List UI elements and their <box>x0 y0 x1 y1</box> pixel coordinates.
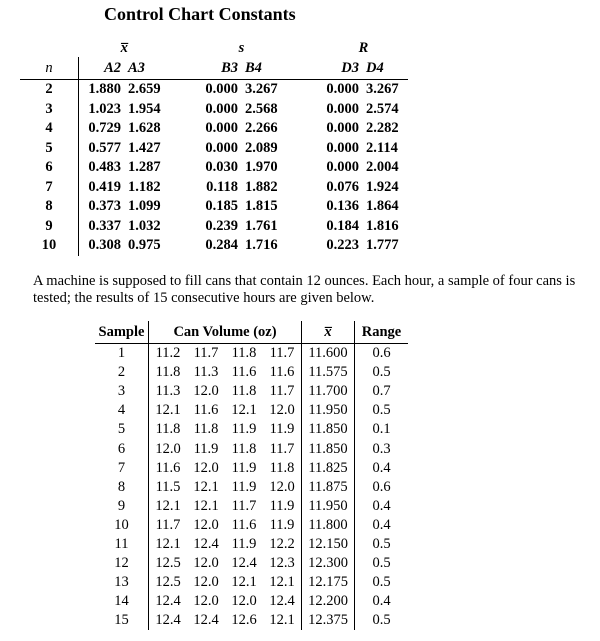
constants-row <box>20 119 408 139</box>
cell-sample: 14 <box>95 592 149 611</box>
cell-b4: 1.761 <box>245 217 278 234</box>
cell-xbar: 12.175 <box>302 573 355 592</box>
cell-b4: 1.970 <box>245 159 278 176</box>
cell-n: 3 <box>20 100 79 120</box>
cell-range: 0.3 <box>372 440 391 457</box>
cell-volume-4: 11.7 <box>263 344 302 364</box>
cell-a3: 1.427 <box>128 139 161 156</box>
cell-d4: 1.864 <box>366 198 399 215</box>
cell-d4: 3.267 <box>366 81 399 98</box>
sample-row <box>95 459 408 478</box>
cell-n: 5 <box>20 139 79 159</box>
cell-volume-4: 11.9 <box>263 516 302 535</box>
cell-volume-2: 11.8 <box>193 421 219 438</box>
cell-volume-1: 11.3 <box>155 383 181 400</box>
cell-range: 0.5 <box>372 612 391 629</box>
constants-row <box>20 197 408 217</box>
cell-volume-3: 11.6 <box>231 364 257 381</box>
cell-b4: 2.266 <box>245 120 278 137</box>
cell-b3: 0.000 <box>205 120 238 137</box>
cell-sample: 3 <box>95 382 149 401</box>
sample-row <box>95 401 408 420</box>
cell-volume-3: 12.1 <box>231 402 257 419</box>
cell-volume-2: 12.0 <box>193 574 219 591</box>
cell-n: 6 <box>20 158 79 178</box>
cell-xbar: 11.575 <box>302 363 355 382</box>
cell-a2: 0.419 <box>88 178 121 195</box>
cell-xbar: 12.375 <box>302 611 355 630</box>
cell-sample: 7 <box>95 459 149 478</box>
cell-sample: 11 <box>95 535 149 554</box>
cell-volume-4: 12.4 <box>263 592 302 611</box>
cell-d3: 0.000 <box>326 159 359 176</box>
cell-range: 0.6 <box>372 345 391 362</box>
header-range: Range <box>355 321 409 344</box>
cell-a2: 0.577 <box>88 139 121 156</box>
cell-range: 0.5 <box>372 364 391 381</box>
cell-a2: 0.729 <box>88 120 121 137</box>
cell-volume-1: 12.0 <box>155 440 181 457</box>
cell-volume-1: 12.4 <box>155 593 181 610</box>
cell-volume-3: 12.1 <box>231 574 257 591</box>
cell-volume-3: 11.9 <box>231 535 257 552</box>
cell-range: 0.1 <box>372 421 391 438</box>
header-xbar: x̅ <box>302 321 355 344</box>
sample-row <box>95 573 408 592</box>
sample-data-table <box>95 321 408 630</box>
cell-xbar: 11.850 <box>302 420 355 439</box>
cell-xbar: 11.850 <box>302 439 355 458</box>
cell-volume-3: 11.8 <box>231 345 257 362</box>
cell-xbar: 12.200 <box>302 592 355 611</box>
cell-n: 2 <box>20 80 79 100</box>
cell-range: 0.4 <box>372 593 391 610</box>
cell-a3: 1.954 <box>128 100 161 117</box>
cell-volume-2: 11.9 <box>193 440 219 457</box>
cell-range: 0.4 <box>372 497 391 514</box>
cell-sample: 9 <box>95 497 149 516</box>
constants-row <box>20 100 408 120</box>
cell-xbar: 11.800 <box>302 516 355 535</box>
cell-b4: 2.568 <box>245 100 278 117</box>
group-r: R <box>358 40 369 56</box>
cell-volume-4: 11.7 <box>263 439 302 458</box>
cell-volume-4: 12.3 <box>263 554 302 573</box>
cell-xbar: 11.600 <box>302 344 355 364</box>
cell-volume-2: 12.0 <box>193 459 219 476</box>
cell-volume-4: 11.9 <box>263 420 302 439</box>
cell-n: 4 <box>20 119 79 139</box>
sample-row <box>95 611 408 630</box>
cell-d4: 2.114 <box>366 139 398 156</box>
cell-xbar: 11.950 <box>302 497 355 516</box>
cell-volume-1: 11.8 <box>155 364 181 381</box>
sample-row <box>95 516 408 535</box>
header-d4: D4 <box>362 57 408 80</box>
sample-row <box>95 439 408 458</box>
cell-b4: 1.882 <box>245 178 278 195</box>
cell-xbar: 11.700 <box>302 382 355 401</box>
cell-d4: 2.004 <box>366 159 399 176</box>
cell-a2: 1.023 <box>88 100 121 117</box>
header-d3: D3 <box>319 57 362 80</box>
cell-sample: 10 <box>95 516 149 535</box>
cell-range: 0.4 <box>372 459 391 476</box>
cell-sample: 12 <box>95 554 149 573</box>
cell-b4: 2.089 <box>245 139 278 156</box>
cell-volume-4: 12.0 <box>263 478 302 497</box>
cell-d4: 2.574 <box>366 100 399 117</box>
cell-range: 0.6 <box>372 478 391 495</box>
cell-volume-4: 11.9 <box>263 497 302 516</box>
problem-description: A machine is supposed to fill cans that contain 12 ounces. Each hour, a sample of four cans is tested; the results of 15 consecutive hours are given below. <box>33 273 576 306</box>
group-s: s <box>238 40 245 56</box>
cell-range: 0.5 <box>372 555 391 572</box>
cell-a2: 0.308 <box>88 237 121 254</box>
cell-volume-4: 12.0 <box>263 401 302 420</box>
constants-row <box>20 80 408 100</box>
cell-volume-3: 11.6 <box>231 516 257 533</box>
cell-a2: 0.373 <box>88 198 121 215</box>
sample-header-row <box>95 321 408 344</box>
sample-row <box>95 554 408 573</box>
cell-volume-1: 11.6 <box>155 459 181 476</box>
cell-range: 0.5 <box>372 574 391 591</box>
cell-range: 0.5 <box>372 402 391 419</box>
control-chart-constants-table <box>20 40 408 256</box>
sample-row <box>95 535 408 554</box>
cell-volume-4: 12.2 <box>263 535 302 554</box>
cell-volume-1: 12.1 <box>155 402 181 419</box>
cell-d4: 1.816 <box>366 217 399 234</box>
cell-volume-2: 12.0 <box>193 593 219 610</box>
cell-d3: 0.076 <box>326 178 359 195</box>
cell-n: 10 <box>20 236 79 256</box>
sample-row <box>95 363 408 382</box>
cell-volume-3: 11.8 <box>231 383 257 400</box>
cell-volume-3: 11.7 <box>231 497 257 514</box>
sample-row <box>95 382 408 401</box>
cell-d3: 0.223 <box>326 237 359 254</box>
cell-d3: 0.184 <box>326 217 359 234</box>
page-title: Control Chart Constants <box>104 4 296 24</box>
cell-a3: 2.659 <box>128 81 161 98</box>
cell-d3: 0.000 <box>326 81 359 98</box>
cell-volume-2: 11.7 <box>193 345 219 362</box>
header-a3: A3 <box>124 57 170 80</box>
constants-row <box>20 217 408 237</box>
cell-n: 9 <box>20 217 79 237</box>
cell-volume-2: 12.1 <box>193 478 219 495</box>
group-header-row <box>20 40 408 57</box>
sample-row <box>95 497 408 516</box>
cell-sample: 2 <box>95 363 149 382</box>
cell-sample: 1 <box>95 344 149 364</box>
cell-volume-1: 12.1 <box>155 497 181 514</box>
cell-sample: 13 <box>95 573 149 592</box>
cell-xbar: 12.300 <box>302 554 355 573</box>
cell-sample: 8 <box>95 478 149 497</box>
cell-d3: 0.000 <box>326 139 359 156</box>
cell-b4: 3.267 <box>245 81 278 98</box>
header-can-volume: Can Volume (oz) <box>149 321 302 344</box>
cell-volume-3: 11.9 <box>231 478 257 495</box>
sample-row <box>95 344 408 364</box>
cell-volume-1: 11.7 <box>155 516 181 533</box>
sample-row <box>95 420 408 439</box>
cell-volume-2: 12.1 <box>193 497 219 514</box>
cell-volume-2: 11.6 <box>193 402 219 419</box>
cell-volume-1: 11.5 <box>155 478 181 495</box>
cell-volume-3: 11.8 <box>231 440 257 457</box>
constants-row <box>20 139 408 159</box>
cell-volume-2: 12.0 <box>193 516 219 533</box>
cell-b3: 0.000 <box>205 100 238 117</box>
cell-volume-1: 12.5 <box>155 574 181 591</box>
cell-a2: 0.337 <box>88 217 121 234</box>
group-xbar: x̅ <box>120 40 128 56</box>
cell-xbar: 12.150 <box>302 535 355 554</box>
cell-a3: 1.628 <box>128 120 161 137</box>
cell-b3: 0.239 <box>205 217 238 234</box>
cell-a2: 0.483 <box>88 159 121 176</box>
cell-b3: 0.030 <box>205 159 238 176</box>
header-sample: Sample <box>95 321 149 344</box>
cell-range: 0.4 <box>372 516 391 533</box>
cell-a3: 1.099 <box>128 198 161 215</box>
sample-row <box>95 592 408 611</box>
cell-volume-3: 12.6 <box>231 612 257 629</box>
cell-a3: 1.287 <box>128 159 161 176</box>
cell-xbar: 11.950 <box>302 401 355 420</box>
cell-range: 0.7 <box>372 383 391 400</box>
cell-volume-3: 11.9 <box>231 421 257 438</box>
cell-b4: 1.815 <box>245 198 278 215</box>
cell-sample: 15 <box>95 611 149 630</box>
cell-range: 0.5 <box>372 535 391 552</box>
header-b3: B3 <box>196 57 241 80</box>
column-header-row <box>20 57 408 80</box>
cell-volume-3: 12.0 <box>231 593 257 610</box>
constants-row <box>20 178 408 198</box>
cell-a2: 1.880 <box>88 81 121 98</box>
cell-d3: 0.000 <box>326 100 359 117</box>
cell-n: 7 <box>20 178 79 198</box>
cell-a3: 0.975 <box>128 237 161 254</box>
cell-sample: 4 <box>95 401 149 420</box>
sample-row <box>95 478 408 497</box>
cell-sample: 5 <box>95 420 149 439</box>
cell-volume-4: 12.1 <box>263 573 302 592</box>
cell-b3: 0.118 <box>206 178 238 195</box>
cell-b3: 0.000 <box>205 81 238 98</box>
cell-d4: 1.777 <box>366 237 399 254</box>
cell-b3: 0.284 <box>205 237 238 254</box>
cell-d4: 2.282 <box>366 120 399 137</box>
cell-xbar: 11.825 <box>302 459 355 478</box>
header-b4: B4 <box>241 57 287 80</box>
cell-volume-3: 11.9 <box>231 459 257 476</box>
cell-d3: 0.000 <box>326 120 359 137</box>
cell-volume-4: 11.7 <box>263 382 302 401</box>
cell-volume-3: 12.4 <box>231 555 257 572</box>
cell-volume-2: 12.0 <box>193 555 219 572</box>
cell-volume-1: 11.2 <box>155 345 181 362</box>
cell-xbar: 11.875 <box>302 478 355 497</box>
cell-b3: 0.185 <box>205 198 238 215</box>
cell-volume-1: 11.8 <box>155 421 181 438</box>
cell-volume-2: 12.0 <box>193 383 219 400</box>
cell-b4: 1.716 <box>245 237 278 254</box>
cell-a3: 1.032 <box>128 217 161 234</box>
cell-volume-2: 11.3 <box>193 364 219 381</box>
cell-volume-1: 12.1 <box>155 535 181 552</box>
cell-b3: 0.000 <box>205 139 238 156</box>
cell-n: 8 <box>20 197 79 217</box>
constants-row <box>20 158 408 178</box>
cell-volume-1: 12.5 <box>155 555 181 572</box>
header-a2: A2 <box>79 57 125 80</box>
cell-volume-2: 12.4 <box>193 535 219 552</box>
cell-d3: 0.136 <box>326 198 359 215</box>
header-n: n <box>20 57 79 80</box>
cell-volume-4: 12.1 <box>263 611 302 630</box>
cell-volume-1: 12.4 <box>155 612 181 629</box>
cell-volume-2: 12.4 <box>193 612 219 629</box>
cell-volume-4: 11.6 <box>263 363 302 382</box>
constants-row <box>20 236 408 256</box>
cell-volume-4: 11.8 <box>263 459 302 478</box>
cell-sample: 6 <box>95 439 149 458</box>
cell-a3: 1.182 <box>128 178 161 195</box>
cell-d4: 1.924 <box>366 178 399 195</box>
